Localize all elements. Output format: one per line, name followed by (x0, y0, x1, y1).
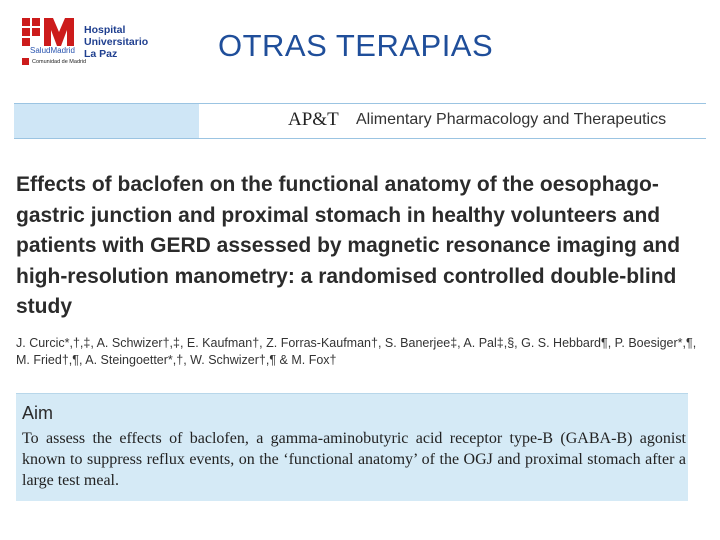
salud-madrid-label: SaludMadrid (30, 46, 75, 55)
aim-text: To assess the effects of baclofen, a gamma-aminobutyric acid receptor type-B (GABA-B) agonist known to suppress reflux events, on the ‘functional anatomy’ of the OGJ and proximal stomach after a large test meal. (22, 430, 686, 489)
aim-section (16, 393, 688, 501)
comunidad-flag-icon (22, 58, 29, 65)
hospital-name-line2: La Paz (84, 48, 118, 60)
hospital-name (84, 24, 192, 60)
slide-title: OTRAS TERAPIAS (218, 28, 494, 63)
journal-name: Alimentary Pharmacology and Therapeutics (356, 111, 667, 128)
comunidad-text: Comunidad de Madrid (32, 58, 87, 65)
article-authors: J. Curcic*,†,‡, A. Schwizer†,‡, E. Kaufman†, Z. Forras-Kaufman†, S. Banerjee‡, A. Pal‡,§, G. S. Hebbard¶, P. Boesiger*,¶, M. Fried†,¶, A. Steingoetter*,†, W. Schwizer†,¶ & M. Fox† (16, 336, 697, 367)
journal-abbreviation: AP&T (288, 109, 339, 130)
hospital-name-line1: Hospital Universitario (84, 24, 149, 48)
journal-header (14, 103, 706, 139)
journal-header-block (14, 104, 199, 138)
comunidad-madrid-label (22, 58, 86, 65)
article-title: Effects of baclofen on the functional anatomy of the oesophago-gastric junction and proximal stomach in healthy volunteers and patients with GERD assessed by magnetic resonance imaging and high-resolution manometry: a randomised controlled double-blind study (16, 173, 681, 318)
aim-heading: Aim (22, 403, 53, 423)
hospital-logo (22, 14, 192, 70)
